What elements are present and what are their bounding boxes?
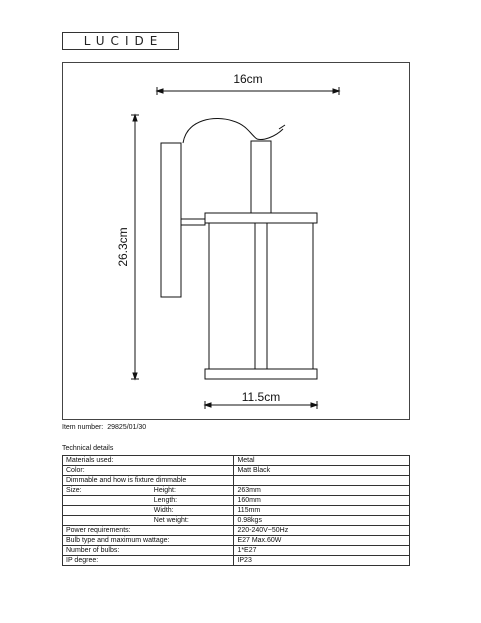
item-number <box>62 424 146 431</box>
table-row <box>63 456 410 466</box>
top-tube <box>251 141 271 213</box>
spec-label <box>63 496 151 506</box>
spec-label <box>63 506 151 516</box>
table-row <box>63 466 410 476</box>
spec-value: IP23 <box>234 556 410 566</box>
table-row <box>63 486 410 496</box>
wall-plate <box>161 143 181 297</box>
spec-label: Color: <box>63 466 151 476</box>
spec-sublabel: Net weight: <box>151 516 234 526</box>
logo-text: LUCIDE <box>83 34 164 48</box>
spec-sublabel: Width: <box>151 506 234 516</box>
spec-value: 220-240V~50Hz <box>234 526 410 536</box>
spec-value: 115mm <box>234 506 410 516</box>
spec-label: IP degree: <box>63 556 151 566</box>
spec-value: 0.98kgs <box>234 516 410 526</box>
bottom-cap <box>205 369 317 379</box>
spec-label: Size: <box>63 486 151 496</box>
glass-shade <box>209 223 313 369</box>
table-row <box>63 476 410 486</box>
lucide-logo <box>62 32 179 50</box>
top-cap <box>205 213 317 223</box>
item-number-label: Item number: <box>62 424 104 431</box>
spec-value: 160mm <box>234 496 410 506</box>
spec-value: 1*E27 <box>234 546 410 556</box>
lamp-hook <box>183 119 283 143</box>
spec-sublabel <box>151 456 234 466</box>
technical-details-title: Technical details <box>62 445 114 452</box>
height-dimension-label: 26.3cm <box>116 227 130 267</box>
spec-label: Dimmable and how is fixture dimmable <box>63 476 151 486</box>
spec-label: Bulb type and maximum wattage: <box>63 536 151 546</box>
table-row <box>63 556 410 566</box>
lamp-drawing <box>63 63 411 421</box>
spec-sublabel <box>151 546 234 556</box>
technical-drawing <box>62 62 410 420</box>
shade-dimension-label: 11.5cm <box>241 390 281 404</box>
table-row <box>63 516 410 526</box>
spec-value: Matt Black <box>234 466 410 476</box>
spec-value: Metal <box>234 456 410 466</box>
spec-label: Materials used: <box>63 456 151 466</box>
spec-value: 263mm <box>234 486 410 496</box>
spec-label <box>63 516 151 526</box>
spec-value <box>234 476 410 486</box>
spec-sublabel <box>151 466 234 476</box>
table-row <box>63 506 410 516</box>
table-row <box>63 546 410 556</box>
table-row <box>63 536 410 546</box>
spec-sublabel <box>151 556 234 566</box>
item-number-value: 29825/01/30 <box>107 424 147 431</box>
table-row <box>63 526 410 536</box>
lamp-arm <box>181 219 205 225</box>
spec-sublabel: Height: <box>151 486 234 496</box>
spec-sublabel: Length: <box>151 496 234 506</box>
spec-label: Power requirements: <box>63 526 151 536</box>
table-row <box>63 496 410 506</box>
spec-value: E27 Max.60W <box>234 536 410 546</box>
spec-label: Number of bulbs: <box>63 546 151 556</box>
technical-details-table <box>62 455 410 566</box>
spec-sublabel <box>151 526 234 536</box>
width-dimension-label: 16cm <box>233 72 263 86</box>
